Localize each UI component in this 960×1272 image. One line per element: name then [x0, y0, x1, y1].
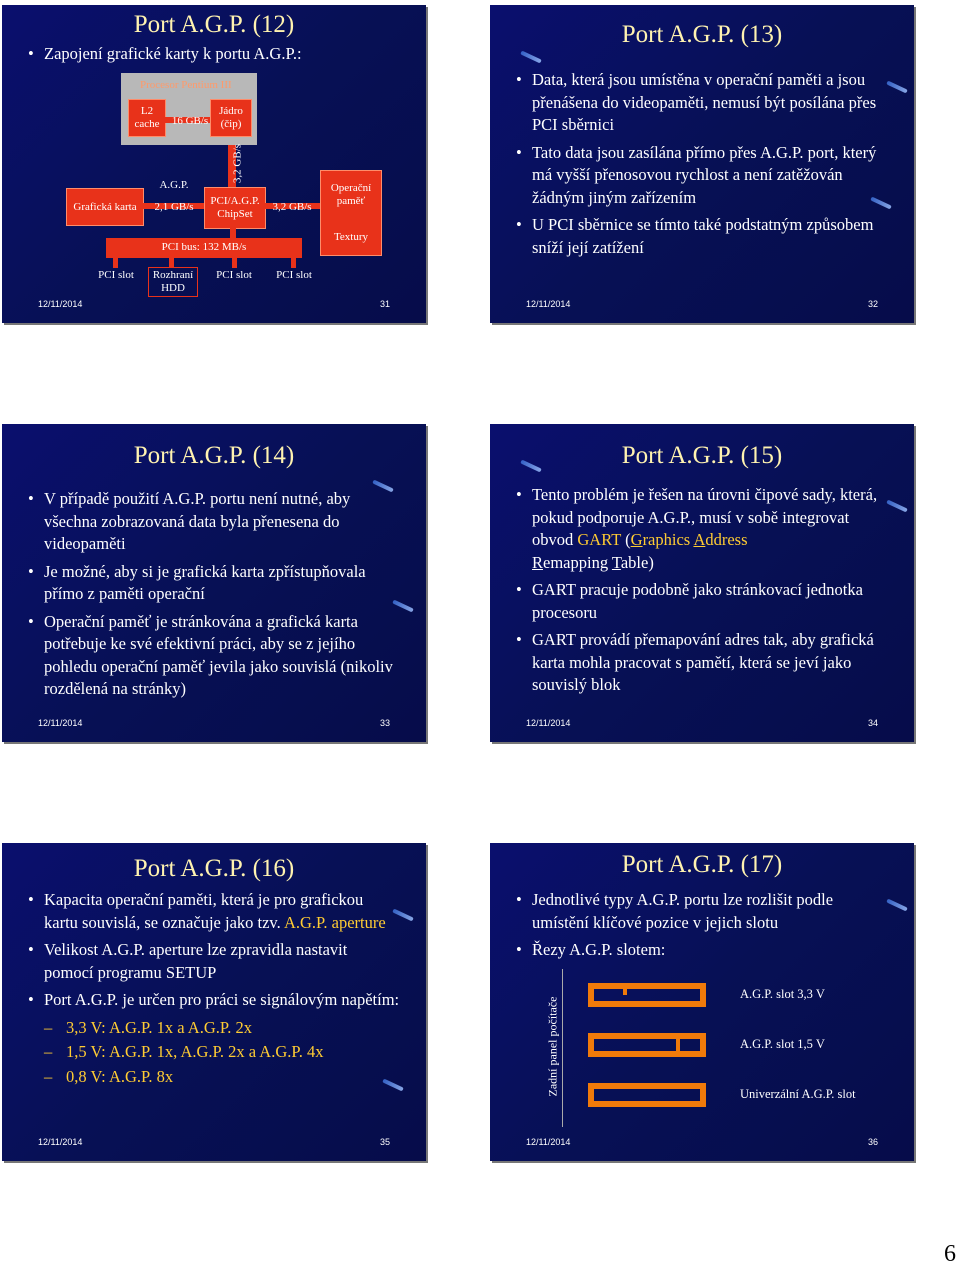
- sub-bullet: – 1,5 V: A.G.P. 1x, A.G.P. 2x a A.G.P. 4x: [26, 1041, 400, 1064]
- slide-content: [514, 889, 888, 967]
- slot-3v3-key: [623, 983, 627, 995]
- core-speed-label: 3,2 GB/s: [231, 143, 244, 184]
- slot-1v5-key: [676, 1039, 680, 1051]
- graphics-card-label: Grafická karta: [73, 200, 137, 213]
- slide-number: 36: [867, 1137, 878, 1147]
- bullet: • Operační paměť je stránkována a grafická karta potřebuje ke své efektivní práci, aby se z jejího pohledu operační paměť jevila jako souvislá (nikoliv rozdělená na stránky): [26, 611, 400, 701]
- slide-date: 12/11/2014: [38, 1137, 83, 1147]
- slot-1v5-bottom: [588, 1051, 706, 1057]
- page-number: 6: [944, 1241, 956, 1267]
- decorative-streak: [886, 899, 908, 912]
- slide-title: Port A.G.P. (14): [133, 442, 295, 469]
- slide-date: 12/11/2014: [526, 299, 571, 309]
- slide-title: Port A.G.P. (13): [621, 21, 783, 48]
- gart-word: ddress: [705, 530, 748, 549]
- rear-panel-line: [562, 969, 563, 1127]
- slot-label: A.G.P. slot 1,5 V: [740, 1037, 825, 1051]
- slot-1v5-left: [588, 1033, 594, 1057]
- pci-drop: [113, 258, 118, 268]
- gart-word: raphics: [642, 530, 694, 549]
- hdd-interface-box: [148, 267, 198, 297]
- pci-slot-label: PCI slot: [216, 269, 252, 281]
- decorative-streak: [520, 51, 542, 64]
- slide-content: [514, 69, 888, 264]
- l2-cache-label: L2 cache: [134, 105, 160, 130]
- bullet: • GART pracuje podobně jako stránkovací jednotka procesoru: [514, 579, 888, 624]
- cpu-label: Procesor Pentium III: [140, 79, 232, 91]
- bullet: • Data, která jsou umístěna v operační paměti a jsou přenášena do videopaměti, nemusí být posílána přes PCI sběrnici: [514, 69, 888, 137]
- l2-cache-box: [128, 99, 166, 137]
- slide-date: 12/11/2014: [38, 718, 83, 728]
- slide-date: 12/11/2014: [526, 718, 571, 728]
- slide-content: [26, 43, 400, 71]
- slot-3v3-bottom: [588, 1001, 706, 1007]
- slide-36: [490, 843, 914, 1161]
- slot-1v5-top: [588, 1033, 706, 1039]
- bullet: • Řezy A.G.P. slotem:: [514, 939, 888, 962]
- chipset-label: PCI/A.G.P. ChipSet: [210, 195, 260, 220]
- graphics-card-box: [66, 188, 144, 226]
- gart-letter-a: A: [693, 530, 706, 549]
- memory-speed-label: 3,2 GB/s: [272, 201, 312, 213]
- pci-drop: [291, 258, 296, 268]
- slide-content: [514, 484, 888, 702]
- decorative-streak: [886, 500, 908, 513]
- bullet-text: Tento problém je řešen na úrovni čipové sady, která, pokud podporuje A.G.P., musí v sobě integrovat obvod: [532, 485, 878, 549]
- bullet-text: (: [621, 530, 631, 549]
- memory-label: Operační paměť: [330, 182, 372, 208]
- slide-title: Port A.G.P. (16): [133, 855, 295, 882]
- gart-word: emapping: [543, 552, 612, 572]
- slide-number: 35: [379, 1137, 390, 1147]
- gart-letter-t: T: [611, 552, 621, 572]
- pci-slot-label: PCI slot: [276, 269, 312, 281]
- core-label: Jádro (čip): [219, 105, 243, 130]
- pci-drop: [232, 258, 237, 268]
- slot-universal-left: [588, 1083, 594, 1107]
- slide-number: 32: [867, 299, 878, 309]
- slot-3v3-right: [700, 983, 706, 1007]
- core-box: [210, 99, 252, 137]
- slide-32: [490, 5, 914, 323]
- gart-highlight: GART: [577, 530, 622, 549]
- pci-bus-label: PCI bus: 132 MB/s: [161, 241, 247, 253]
- slide-33: [2, 424, 426, 742]
- bullet: • GART provádí přemapování adres tak, aby grafická karta mohla pracovat s pamětí, která se jeví jako souvislý blok: [514, 629, 888, 697]
- slide-number: 33: [379, 718, 390, 728]
- slide-date: 12/11/2014: [38, 299, 83, 309]
- slot-label: Univerzální A.G.P. slot: [740, 1087, 856, 1101]
- bullet: • Port A.G.P. je určen pro práci se signálovým napětím:: [26, 989, 400, 1012]
- slide-number: 34: [867, 718, 878, 728]
- slide-date: 12/11/2014: [526, 1137, 571, 1147]
- sub-bullet: – 3,3 V: A.G.P. 1x a A.G.P. 2x: [26, 1017, 400, 1040]
- gart-letter-r: R: [532, 552, 544, 572]
- slide-34: [490, 424, 914, 742]
- slot-universal-right: [700, 1083, 706, 1107]
- chipset-box: [204, 187, 266, 229]
- sub-bullet: – 0,8 V: A.G.P. 8x: [26, 1066, 400, 1089]
- slot-3v3-left: [588, 983, 594, 1007]
- slide-content: [26, 889, 400, 1090]
- slide-31: [2, 5, 426, 323]
- bullet: • V případě použití A.G.P. portu není nutné, aby všechna zobrazovaná data byla přenesena do videopaměti: [26, 488, 400, 556]
- agp-speed-label: 2,1 GB/s: [154, 201, 194, 213]
- l2-speed-label: 16 GB/s: [171, 115, 209, 127]
- slide-title: Port A.G.P. (12): [133, 11, 295, 38]
- rear-panel-label: Zadní panel počítače: [545, 996, 560, 1097]
- bullet: [514, 484, 888, 574]
- slide-35: [2, 843, 426, 1161]
- decorative-streak: [886, 81, 908, 94]
- bullet-text: Kapacita operační paměti, která je pro grafickou kartu souvislá, se označuje jako tzv.: [44, 890, 364, 932]
- gart-letter-g: G: [630, 530, 643, 549]
- hdd-interface-label: Rozhraní HDD: [152, 269, 194, 294]
- memory-box: [320, 170, 382, 256]
- bullet: • Je možné, aby si je grafická karta zpřístupňovala přímo z paměti operační: [26, 561, 400, 606]
- agp-label: A.G.P.: [159, 179, 189, 191]
- bullet: • Tato data jsou zasílána přímo přes A.G.P. port, který má vyšší přenosovou rychlost a není zatěžován žádným jiným zařízením: [514, 142, 888, 210]
- slot-universal-top: [588, 1083, 706, 1089]
- slot-universal-bottom: [588, 1101, 706, 1107]
- slide-number: 31: [379, 299, 390, 309]
- slot-label: A.G.P. slot 3,3 V: [740, 987, 825, 1001]
- bullet: • Velikost A.G.P. aperture lze zpravidla nastavit pomocí programu SETUP: [26, 939, 400, 984]
- slide-title: Port A.G.P. (15): [621, 442, 783, 469]
- slide-title: Port A.G.P. (17): [621, 851, 783, 878]
- gart-word: able): [620, 552, 654, 572]
- bullet: • Zapojení grafické karty k portu A.G.P.:: [26, 43, 400, 66]
- slot-3v3-top: [588, 983, 706, 989]
- bullet: • U PCI sběrnice se tímto také podstatným způsobem sníží její zatížení: [514, 214, 888, 259]
- slide-content: [26, 488, 400, 706]
- bullet: • Jednotlivé typy A.G.P. portu lze rozlišit podle umístění klíčové pozice v jejich slotu: [514, 889, 888, 934]
- pci-slot-label: PCI slot: [98, 269, 134, 281]
- bullet: [26, 889, 400, 934]
- textures-label: Textury: [333, 230, 369, 243]
- aperture-highlight: A.G.P. aperture: [283, 912, 386, 932]
- slot-1v5-right: [700, 1033, 706, 1057]
